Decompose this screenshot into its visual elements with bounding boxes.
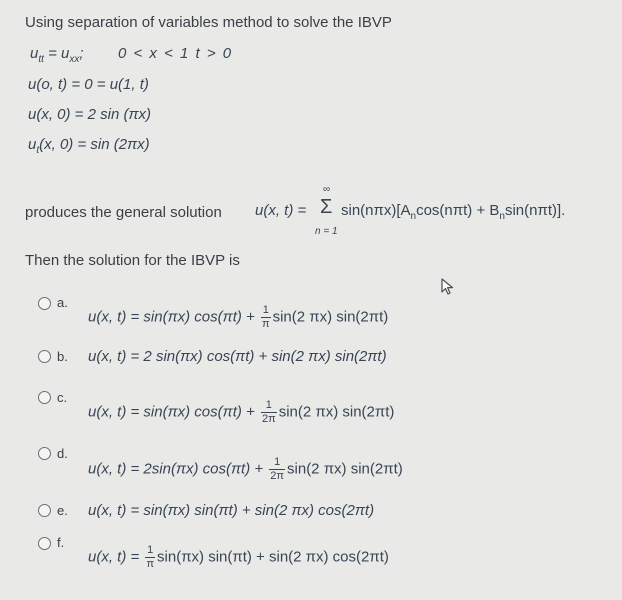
option-f-pre: u(x, t) = [88,548,144,566]
boundary-condition: u(o, t) = 0 = u(1, t) [28,76,149,93]
option-c-radio[interactable] [38,391,51,404]
rhs-a-sub: n [410,211,417,222]
option-e-radio[interactable] [38,504,51,517]
general-solution-rhs [341,202,566,222]
option-d-pre: u(x, t) = 2sin(πx) cos(πt) + [88,460,268,478]
option-e-pre: u(x, t) = sin(πx) sin(πt) + sin(2 πx) cos(2πt) [88,502,375,519]
pde-tail: ; [79,45,84,62]
option-f-den: π [146,558,155,570]
rhs-part1: sin(nπx)[A [341,202,411,219]
ic2-rest: (x, 0) = sin (2πx) [39,136,150,153]
option-c-formula [88,399,394,426]
option-b-radio[interactable] [38,350,51,363]
option-d-post: sin(2 πx) sin(2πt) [287,460,403,478]
mouse-cursor-icon [440,277,456,297]
ic2-sub: t [36,145,40,156]
rhs-part3: sin(nπt)]. [504,202,566,219]
rhs-b-sub: n [499,211,505,222]
option-b-letter: b. [57,349,68,364]
option-b-formula [88,348,387,365]
option-f-radio[interactable] [38,537,51,550]
option-f-post: sin(πx) sin(πt) + sin(2 πx) cos(2πt) [157,548,389,566]
pde-domain: 0 < x < 1 t > 0 [118,45,232,62]
option-f-formula [88,544,389,571]
option-e-formula [88,502,374,519]
initial-condition-2 [28,136,150,156]
sum-lower-limit: n = 1 [315,226,338,237]
option-a-pre: u(x, t) = sin(πx) cos(πt) + [88,308,259,326]
option-b-pre: u(x, t) = 2 sin(πx) cos(πt) + sin(2 πx) sin(2πt) [88,348,387,365]
ic2-u: u [28,136,37,153]
option-d-letter: d. [57,446,68,461]
option-d-fraction [269,456,285,483]
general-solution-lead: produces the general solution [25,204,222,221]
option-e-letter: e. [57,503,68,518]
pde-sub-xx: xx [69,54,80,65]
option-a-num: 1 [262,304,269,316]
option-d-radio[interactable] [38,447,51,460]
option-f-fraction [145,544,155,571]
sum-symbol: Σ [320,196,333,218]
option-c-letter: c. [57,390,68,405]
option-a-den: π [261,318,270,330]
rhs-part2: cos(nπt) + B [416,202,500,219]
option-a-letter: a. [57,295,68,310]
option-a-post: sin(2 πx) sin(2πt) [272,308,389,326]
general-solution-lhs: u(x, t) = [255,202,307,219]
pde-u: u [30,45,39,62]
then-text: Then the solution for the IBVP is [25,252,240,269]
sum-upper-limit: ∞ [323,184,331,195]
option-c-pre: u(x, t) = sin(πx) cos(πt) + [88,403,259,421]
option-c-den: 2π [261,413,276,425]
option-a-radio[interactable] [38,297,51,310]
pde-sub-tt: tt [38,54,44,65]
option-c-num: 1 [261,399,277,413]
option-c-post: sin(2 πx) sin(2πt) [278,403,395,421]
pde-equation [30,45,84,65]
option-d-num: 1 [269,456,285,470]
option-a-formula [88,304,388,331]
option-d-formula [88,456,403,483]
option-a-fraction [261,304,271,331]
option-f-num: 1 [147,544,154,556]
pde-mid: = u [43,45,70,62]
initial-condition-1: u(x, 0) = 2 sin (πx) [28,106,151,123]
option-c-fraction [261,399,277,426]
option-d-den: 2π [270,470,285,482]
option-f-letter: f. [57,535,65,550]
question-intro: Using separation of variables method to solve the IBVP [25,14,392,31]
